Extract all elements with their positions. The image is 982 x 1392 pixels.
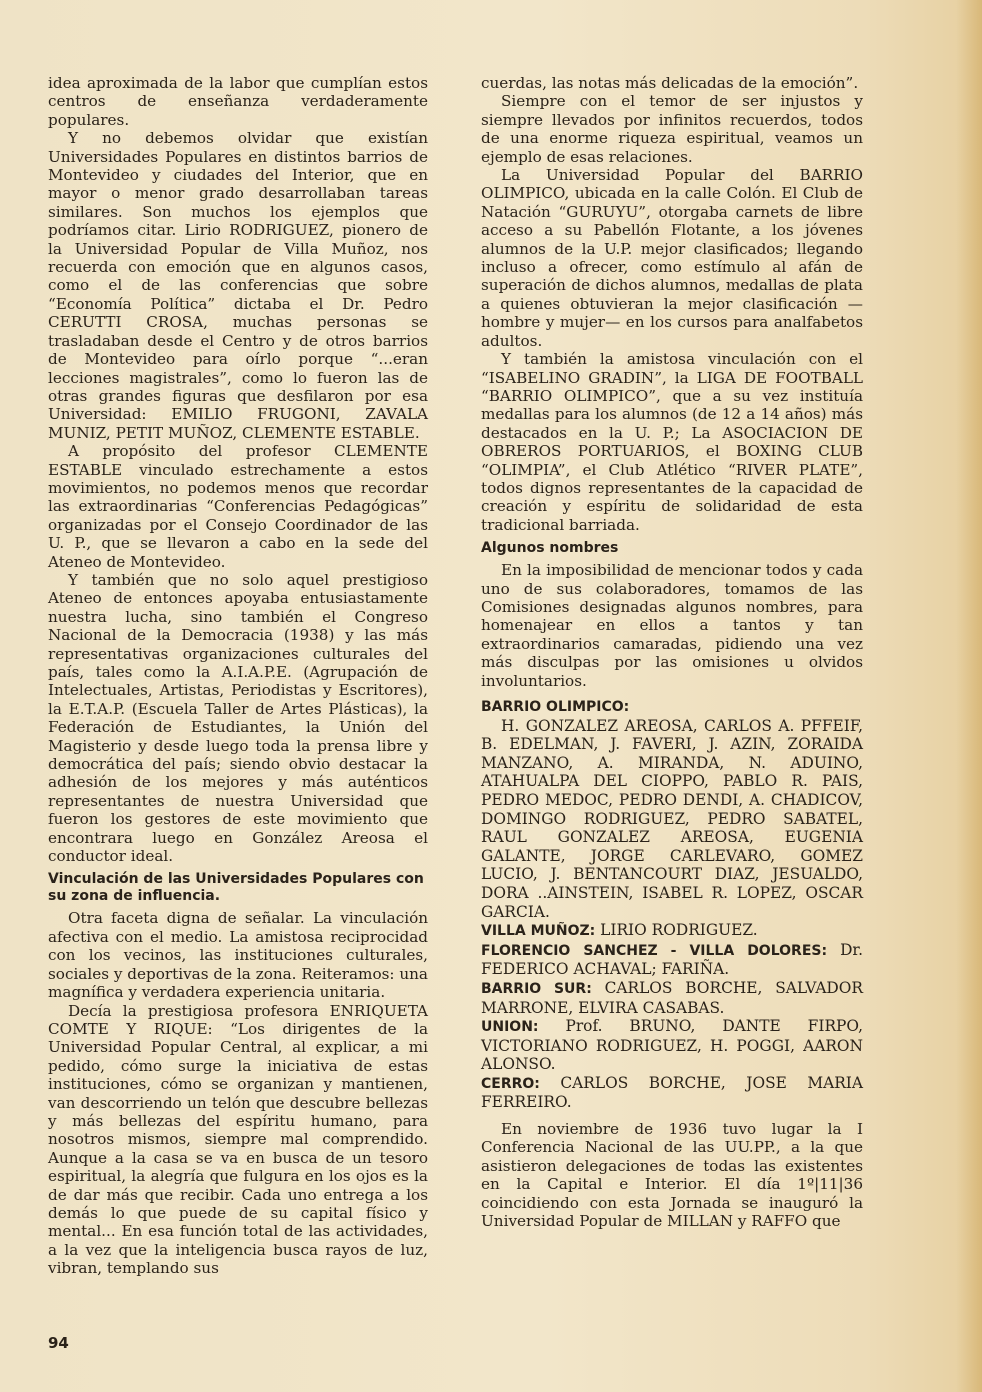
names-entry [481, 1017, 863, 1074]
names-label: BARRIO OLIMPICO: [481, 699, 630, 715]
names-entry [481, 1074, 863, 1112]
paragraph: idea aproximada de la labor que cumplían estos centros de enseñanza verdaderamente populares. [48, 74, 428, 129]
paragraph: Decía la prestigiosa profesora ENRIQUETA COMTE Y RIQUE: “Los dirigentes de la Universidad Popular Central, al explicar, a mi pedido, cómo surge la iniciativa de estas instituciones, cómo se organizan y mantienen, van descorriendo un telón que descubre bellezas y más bellezas del espíritu humano, para nosotros mismos, siempre mal comprendido. Aunque a la casa se va en busca de un tesoro espiritual, la alegría que fulgura en los ojos es la de dar más que recibir. Cada uno entrega a los demás lo que puede de su capital físico y mental... En esa función total de las actividades, a la vez que la inteligencia busca rayos de luz, vibran, templando sus [48, 1001, 428, 1278]
page-number: 94 [48, 1334, 69, 1352]
names-list [481, 698, 863, 1112]
names-text: CARLOS BORCHE, SALVADOR MARRONE, ELVIRA CASABAS. [481, 978, 863, 1017]
names-entry [481, 979, 863, 1017]
names-text: CARLOS BORCHE, JOSE MARIA FERREIRO. [481, 1073, 863, 1112]
page-edge-shadow [956, 0, 982, 1392]
names-label: CERRO: [481, 1075, 540, 1092]
paragraph: Y también la amistosa vinculación con el “ISABELINO GRADIN”, la LIGA DE FOOTBALL “BARRIO OLIMPICO”, que a su vez instituía medallas para los alumnos (de 12 a 14 años) más destacados en la U. P.; La ASOCIACION DE OBREROS PORTUARIOS, el BOXING CLUB “OLIMPIA”, el Club Atlético “RIVER PLATE”, todos dignos representantes de la capacidad de creación y espíritu de solidaridad de esta tradicional barriada. [481, 350, 863, 534]
paragraph: cuerdas, las notas más delicadas de la emoción”. [481, 74, 859, 92]
names-label: FLORENCIO SANCHEZ - VILLA DOLORES: [481, 942, 828, 959]
left-column [48, 74, 428, 1278]
paragraph: Siempre con el temor de ser injustos y siempre llevados por infinitos recuerdos, todos de una enorme riqueza espiritual, veamos un ejemplo de esas relaciones. [481, 92, 863, 166]
names-entry [481, 921, 863, 941]
names-text: LIRIO RODRIGUEZ. [600, 921, 758, 940]
names-entry: H. GONZALEZ AREOSA, CARLOS A. PFFEIF, B. EDELMAN, J. FAVERI, J. AZIN, ZORAIDA MANZANO, A. MIRANDA, N. ADUINO, ATAHUALPA DEL CIOPPO, PABLO R. PAIS, PEDRO MEDOC, PEDRO DENDI, A. CHADICOV, DOMINGO RODRIGUEZ, PEDRO SABATEL, RAUL GONZALEZ AREOSA, EUGENIA GALANTE, JORGE CARLEVARO, GOMEZ LUCIO, J. BENTANCOURT DIAZ, JESUALDO, DORA ..AINSTEIN, ISABEL R. LOPEZ, OSCAR GARCIA. [481, 716, 863, 921]
right-column [481, 74, 863, 1231]
paragraph: Y también que no solo aquel prestigioso Ateneo de entonces apoyaba entusiastamente nuestra lucha, sino también el Congreso Nacional de la Democracia (1938) y las más representativas organizaciones culturales del país, tales como la A.I.A.P.E. (Agrupación de Intelectuales, Artistas, Periodistas y Escritores), la E.T.A.P. (Escuela Taller de Artes Plásticas), la Federación de Estudiantes, la Unión del Magisterio y desde luego toda la prensa libre y democrática del país; siendo obvio destacar la adhesión de los mejores y más auténticos representantes de nuestra Universidad que fueron los gestores de este movimiento que encontrara luego en González Areosa el conductor ideal. [48, 570, 428, 866]
paragraph: Otra faceta digna de señalar. La vinculación afectiva con el medio. La amistosa reciprocidad con los vecinos, las instituciones culturales, sociales y deportivas de la zona. Reiteramos: una magnífica y verdadera experiencia unitaria. [48, 909, 428, 1002]
names-entry [481, 941, 863, 979]
paragraph: La Universidad Popular del BARRIO OLIMPICO, ubicada en la calle Colón. El Club de Natación “GURUYU”, otorgaba carnets de libre acceso a su Pabellón Flotante, a los jóvenes alumnos de la U.P. mejor clasificados; llegando incluso a ofrecer, como estímulo al afán de superación de dichos alumnos, medallas de plata a quienes obtuvieran la mejor clasificación —hombre y mujer— en los cursos para analfabetos adultos. [481, 166, 863, 350]
names-label: BARRIO SUR: [481, 980, 592, 997]
names-label: VILLA MUÑOZ: [481, 923, 596, 940]
paragraph: A propósito del profesor CLEMENTE ESTABLE vinculado estrechamente a estos movimientos, no podemos menos que recordar las extraordinarias “Conferencias Pedagógicas” organizadas por el Consejo Coordinador de las U. P., que se llevaron a cabo en la sede del Ateneo de Montevideo. [48, 442, 428, 571]
paragraph: Y no debemos olvidar que existían Universidades Populares en distintos barrios de Montevideo y ciudades del Interior, que en mayor o menor grado desarrollaban tareas similares. Son muchos los ejemplos que podríamos citar. Lirio RODRIGUEZ, pionero de la Universidad Popular de Villa Muñoz, nos recuerda con emoción que en algunos casos, como el de las conferencias que sobre “Economía Política” dictaba el Dr. Pedro CERUTTI CROSA, muchas personas se trasladaban desde el Centro y de otros barrios de Montevideo para oírlo porque “...eran lecciones magistrales”, como lo fueron las de otras grandes figuras que desfilaron por esa Universidad: EMILIO FRUGONI, ZAVALA MUNIZ, PETIT MUÑOZ, CLEMENTE ESTABLE. [48, 129, 428, 442]
names-label: UNION: [481, 1019, 539, 1036]
names-text: Dr. FEDERICO ACHAVAL; FARIÑA. [481, 940, 863, 979]
section-heading: Vinculación de las Universidades Populares con su zona de influencia. [48, 871, 424, 905]
names-text: Prof. BRUNO, DANTE FIRPO, VICTORIANO RODRIGUEZ, H. POGGI, AARON ALONSO. [481, 1017, 863, 1074]
paragraph: En la imposibilidad de mencionar todos y cada uno de sus colaboradores, tomamos de las Comisiones designadas algunos nombres, para homenajear en ellos a tantos y tan extraordinarios camaradas, pidiendo una vez más disculpas por las omisiones u olvidos involuntarios. [481, 561, 863, 690]
section-heading: Algunos nombres [481, 540, 619, 557]
paragraph: En noviembre de 1936 tuvo lugar la I Conferencia Nacional de las UU.PP., a la que asistieron delegaciones de todas las existentes en la Capital e Interior. El día 1º|11|36 coincidiendo con esta Jornada se inauguró la Universidad Popular de MILLAN y RAFFO que [481, 1120, 863, 1231]
